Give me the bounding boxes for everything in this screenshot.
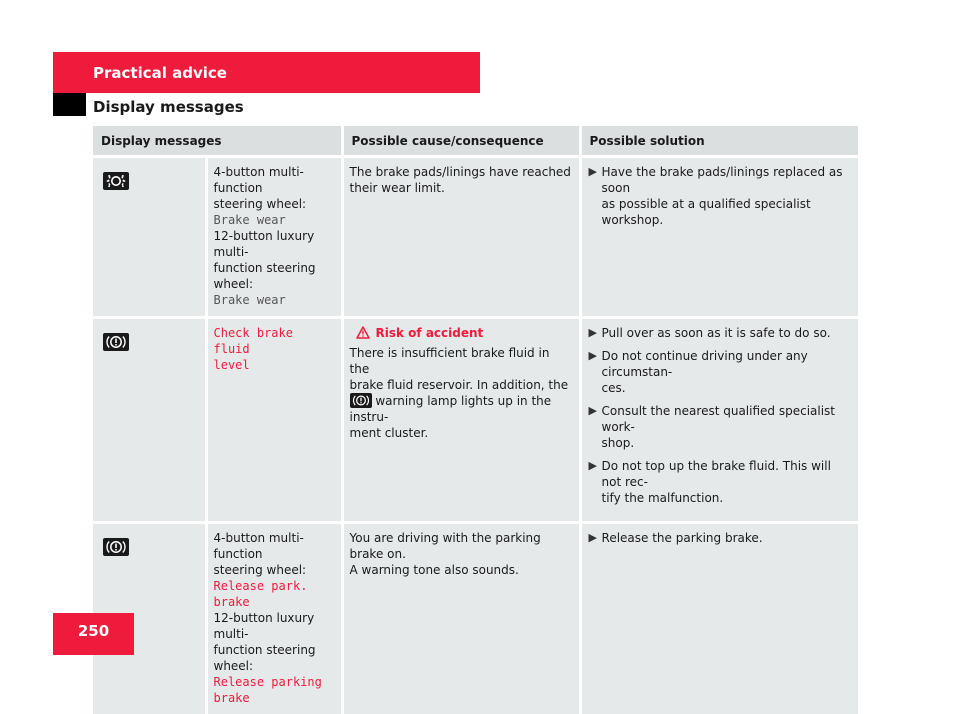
display-text: Brake wear xyxy=(214,212,335,228)
display-text: brake xyxy=(214,594,335,610)
table-row xyxy=(93,523,858,714)
solution-line: Have the brake pads/linings replaced as soon xyxy=(602,164,852,196)
table-row xyxy=(93,318,858,523)
arrow-icon: ▶ xyxy=(589,403,597,419)
solution-cell xyxy=(580,157,858,318)
solution-item xyxy=(588,164,852,228)
display-text: level xyxy=(214,357,335,373)
cause-line: A warning tone also sounds. xyxy=(350,562,573,578)
display-text: Release park. xyxy=(214,578,335,594)
brake-system-warning-icon xyxy=(350,393,372,408)
column-header-solution: Possible solution xyxy=(580,126,858,157)
message-line: steering wheel: xyxy=(214,196,335,212)
column-header-display-messages: Display messages xyxy=(93,126,342,157)
arrow-icon: ▶ xyxy=(589,164,597,180)
subsection-title: Display messages xyxy=(93,98,244,116)
arrow-icon: ▶ xyxy=(589,348,597,364)
message-line: 4-button multi-function xyxy=(214,164,335,196)
brake-system-warning-icon xyxy=(103,333,129,351)
solution-line: Pull over as soon as it is safe to do so. xyxy=(602,325,852,341)
table-row xyxy=(93,157,858,318)
solution-line: tify the malfunction. xyxy=(602,490,852,506)
solution-cell xyxy=(580,523,858,714)
solution-item xyxy=(588,348,852,396)
solution-line: ces. xyxy=(602,380,852,396)
warning-title: Risk of accident xyxy=(376,326,484,340)
solution-line: shop. xyxy=(602,435,852,451)
message-line: function steering xyxy=(214,260,335,276)
solution-line: Do not top up the brake fluid. This will not rec- xyxy=(602,458,852,490)
cause-inline-text: warning lamp lights up in the instru- xyxy=(350,394,552,424)
arrow-icon: ▶ xyxy=(589,530,597,546)
symbol-cell xyxy=(93,157,206,318)
message-cell xyxy=(206,523,342,714)
display-messages-table xyxy=(93,126,858,714)
cause-line: The brake pads/linings have reached xyxy=(350,164,573,180)
warning-heading xyxy=(350,325,573,341)
solution-line: Do not continue driving under any circumstan- xyxy=(602,348,852,380)
solution-cell xyxy=(580,318,858,523)
cause-line: ment cluster. xyxy=(350,425,573,441)
display-text: Check brake fluid xyxy=(214,325,335,357)
message-line: 4-button multi-function xyxy=(214,530,335,562)
warning-triangle-icon xyxy=(356,326,370,339)
solution-line: as possible at a qualified specialist workshop. xyxy=(602,196,852,228)
solution-line: Consult the nearest qualified specialist work- xyxy=(602,403,852,435)
subsection-marker xyxy=(53,93,86,116)
cause-line: their wear limit. xyxy=(350,180,573,196)
cause-line: There is insufficient brake fluid in the xyxy=(350,345,573,377)
message-line: 12-button luxury multi- xyxy=(214,610,335,642)
message-line: wheel: xyxy=(214,658,335,674)
symbol-cell xyxy=(93,318,206,523)
message-line: wheel: xyxy=(214,276,335,292)
brake-wear-warning-icon xyxy=(103,172,129,190)
message-line: 12-button luxury multi- xyxy=(214,228,335,260)
message-line: function steering xyxy=(214,642,335,658)
solution-item xyxy=(588,403,852,451)
table-header-row xyxy=(93,126,858,157)
display-text: Release parking xyxy=(214,674,335,690)
display-text: Brake wear xyxy=(214,292,335,308)
section-title: Practical advice xyxy=(93,64,227,82)
cause-cell xyxy=(342,157,580,318)
page-number: 250 xyxy=(53,622,134,640)
message-cell xyxy=(206,318,342,523)
cause-cell xyxy=(342,523,580,714)
cause-cell xyxy=(342,318,580,523)
solution-item xyxy=(588,325,852,341)
cause-line: You are driving with the parking brake on. xyxy=(350,530,573,562)
arrow-icon: ▶ xyxy=(589,458,597,474)
column-header-cause: Possible cause/consequence xyxy=(342,126,580,157)
display-text: brake xyxy=(214,690,335,706)
message-cell xyxy=(206,157,342,318)
message-line: steering wheel: xyxy=(214,562,335,578)
parking-brake-warning-icon xyxy=(103,538,129,556)
solution-item xyxy=(588,530,852,546)
solution-item xyxy=(588,458,852,506)
solution-line: Release the parking brake. xyxy=(602,530,852,546)
cause-line xyxy=(350,393,573,425)
arrow-icon: ▶ xyxy=(589,325,597,341)
cause-line: brake fluid reservoir. In addition, the xyxy=(350,377,573,393)
